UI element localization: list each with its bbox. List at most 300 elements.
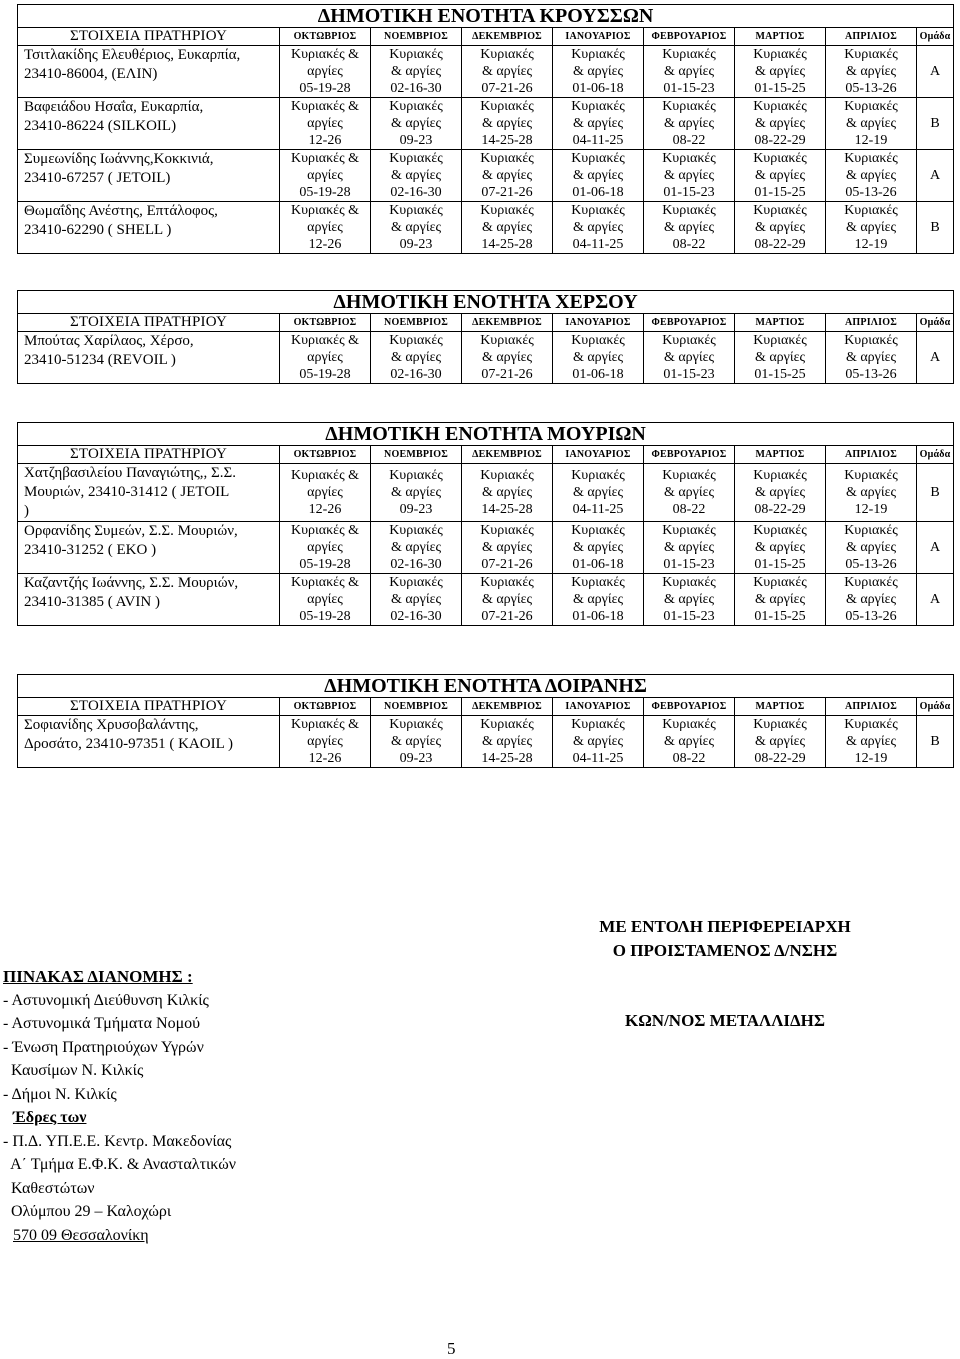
signature-line-2: Ο ΠΡΟΙΣΤΑΜΕΝΟΣ Δ/ΝΣΗΣ xyxy=(612,941,838,960)
cell-line: Κυριακές xyxy=(389,523,443,538)
station-line: 23410-86004, (ΕΛΙΝ) xyxy=(24,66,158,82)
schedule-cell xyxy=(553,202,644,254)
cell-line: Κυριακές xyxy=(753,99,807,114)
cell-dates: 07-21-26 xyxy=(481,557,533,572)
cell-line: Κυριακές xyxy=(571,575,625,590)
cell-dates: 01-15-25 xyxy=(754,367,806,382)
cell-dates: 07-21-26 xyxy=(481,185,533,200)
cell-line: Κυριακές xyxy=(480,523,534,538)
cell-dates: 14-25-28 xyxy=(481,751,533,766)
cell-dates: 01-06-18 xyxy=(572,185,624,200)
cell-dates: 12-26 xyxy=(308,502,342,517)
cell-dates: 02-16-30 xyxy=(390,81,442,96)
section-doirani xyxy=(17,674,953,768)
header-month: ΟΚΤΩΒΡΙΟΣ xyxy=(280,314,371,332)
cell-dates: 05-19-28 xyxy=(299,367,351,382)
signature-block xyxy=(555,915,895,1033)
cell-line: Κυριακές xyxy=(571,468,625,483)
cell-line: Κυριακές xyxy=(844,523,898,538)
schedule-cell xyxy=(371,464,462,522)
cell-line: & αργίες xyxy=(663,64,715,79)
schedule-cell xyxy=(371,332,462,384)
cell-line: Κυριακές xyxy=(844,333,898,348)
cell-dates: 01-15-23 xyxy=(663,81,715,96)
schedule-cell xyxy=(371,98,462,150)
schedule-cell xyxy=(280,98,371,150)
cell-line: & αργίες xyxy=(481,350,533,365)
station-cell xyxy=(18,150,280,202)
header-month: ΟΚΤΩΒΡΙΟΣ xyxy=(280,698,371,716)
cell-dates: 09-23 xyxy=(399,751,433,766)
cell-dates: 05-13-26 xyxy=(845,81,897,96)
section-title: ΔΗΜΟΤΙΚΗ ΕΝΟΤΗΤΑ ΔΟΙΡΑΝΗΣ xyxy=(18,675,954,698)
schedule-cell xyxy=(553,574,644,626)
header-month: ΝΟΕΜΒΡΙΟΣ xyxy=(371,698,462,716)
cell-line: & αργίες xyxy=(754,64,806,79)
table-row xyxy=(18,464,954,522)
header-month: ΔΕΚΕΜΒΡΙΟΣ xyxy=(462,28,553,46)
table-row xyxy=(18,716,954,768)
station-cell xyxy=(18,464,280,522)
schedule-table xyxy=(17,422,954,626)
cell-line: Κυριακές xyxy=(480,333,534,348)
cell-dates: 08-22 xyxy=(672,237,706,252)
schedule-cell xyxy=(280,46,371,98)
header-month: ΙΑΝΟΥΑΡΙΟΣ xyxy=(553,314,644,332)
schedule-cell xyxy=(371,150,462,202)
header-month: ΦΕΒΡΟΥΑΡΙΟΣ xyxy=(644,28,735,46)
cell-line: & αργίες xyxy=(481,485,533,500)
schedule-cell xyxy=(280,522,371,574)
cell-line: Κυριακές & xyxy=(291,151,359,166)
cell-line: Κυριακές xyxy=(389,151,443,166)
station-cell xyxy=(18,574,280,626)
cell-dates: 08-22 xyxy=(672,133,706,148)
cell-line: Κυριακές & xyxy=(291,717,359,732)
cell-line: Κυριακές xyxy=(389,99,443,114)
table-row xyxy=(18,332,954,384)
cell-dates: 01-15-23 xyxy=(663,185,715,200)
cell-line: Κυριακές xyxy=(662,151,716,166)
cell-dates: 14-25-28 xyxy=(481,133,533,148)
cell-line: Κυριακές xyxy=(844,468,898,483)
cell-line: Κυριακές xyxy=(571,333,625,348)
station-cell xyxy=(18,202,280,254)
seat-line: - Π.Δ. ΥΠ.Ε.Ε. Κεντρ. Μακεδονίας xyxy=(3,1132,232,1150)
schedule-cell xyxy=(371,716,462,768)
cell-line: Κυριακές xyxy=(480,203,534,218)
station-line: 23410-67257 ( JETOIL) xyxy=(24,170,171,186)
cell-line: αργίες xyxy=(307,220,343,235)
cell-line: & αργίες xyxy=(572,168,624,183)
schedule-cell xyxy=(462,98,553,150)
schedule-cell xyxy=(826,332,917,384)
schedule-cell xyxy=(371,574,462,626)
schedule-cell xyxy=(462,522,553,574)
cell-line: & αργίες xyxy=(481,116,533,131)
header-group: Ομάδα xyxy=(917,698,954,716)
cell-line: αργίες xyxy=(307,168,343,183)
cell-dates: 01-15-25 xyxy=(754,81,806,96)
cell-line: Κυριακές xyxy=(389,203,443,218)
cell-line: & αργίες xyxy=(390,168,442,183)
cell-dates: 02-16-30 xyxy=(390,557,442,572)
station-line: Μουριών, 23410-31412 ( JETOIL xyxy=(24,484,230,500)
header-month: ΟΚΤΩΒΡΙΟΣ xyxy=(280,446,371,464)
station-line: Δροσάτο, 23410-97351 ( KAOIL ) xyxy=(24,736,233,752)
cell-line: Κυριακές xyxy=(753,203,807,218)
section-kroussa xyxy=(17,4,953,254)
cell-dates: 05-19-28 xyxy=(299,609,351,624)
cell-line: αργίες xyxy=(307,116,343,131)
cell-line: Κυριακές xyxy=(662,575,716,590)
cell-line: & αργίες xyxy=(572,540,624,555)
cell-dates: 12-26 xyxy=(308,237,342,252)
schedule-cell xyxy=(462,46,553,98)
schedule-cell xyxy=(826,522,917,574)
group-cell: B xyxy=(917,464,954,522)
cell-line: & αργίες xyxy=(481,168,533,183)
cell-dates: 12-19 xyxy=(854,133,888,148)
header-month: ΦΕΒΡΟΥΑΡΙΟΣ xyxy=(644,698,735,716)
schedule-cell xyxy=(280,464,371,522)
cell-line: & αργίες xyxy=(663,592,715,607)
cell-line: Κυριακές xyxy=(753,575,807,590)
cell-dates: 01-06-18 xyxy=(572,557,624,572)
station-cell xyxy=(18,46,280,98)
page-number: 5 xyxy=(447,1339,456,1358)
schedule-cell xyxy=(462,716,553,768)
cell-dates: 09-23 xyxy=(399,237,433,252)
table-row xyxy=(18,522,954,574)
cell-line: Κυριακές xyxy=(571,47,625,62)
schedule-cell xyxy=(371,522,462,574)
cell-line: αργίες xyxy=(307,64,343,79)
cell-line: Κυριακές & xyxy=(291,468,359,483)
cell-line: Κυριακές xyxy=(753,151,807,166)
schedule-table xyxy=(17,4,954,254)
cell-dates: 02-16-30 xyxy=(390,185,442,200)
cell-dates: 14-25-28 xyxy=(481,237,533,252)
cell-line: Κυριακές xyxy=(753,468,807,483)
cell-dates: 08-22-29 xyxy=(754,751,806,766)
cell-line: Κυριακές xyxy=(389,468,443,483)
group-cell: A xyxy=(917,522,954,574)
cell-line: αργίες xyxy=(307,540,343,555)
schedule-cell xyxy=(644,46,735,98)
cell-line: & αργίες xyxy=(572,485,624,500)
cell-dates: 12-19 xyxy=(854,751,888,766)
cell-dates: 01-15-23 xyxy=(663,609,715,624)
schedule-cell xyxy=(553,98,644,150)
schedule-cell xyxy=(735,46,826,98)
cell-line: & αργίες xyxy=(845,350,897,365)
group-cell: A xyxy=(917,150,954,202)
station-line: Βαφειάδου Ησαΐα, Ευκαρπία, xyxy=(24,99,204,115)
cell-dates: 05-13-26 xyxy=(845,557,897,572)
group-cell: A xyxy=(917,332,954,384)
schedule-cell xyxy=(644,574,735,626)
cell-line: Κυριακές xyxy=(480,47,534,62)
table-row xyxy=(18,574,954,626)
cell-line: & αργίες xyxy=(845,540,897,555)
schedule-cell xyxy=(553,46,644,98)
cell-dates: 08-22 xyxy=(672,751,706,766)
section-title: ΔΗΜΟΤΙΚΗ ΕΝΟΤΗΤΑ ΧΕΡΣΟΥ xyxy=(18,291,954,314)
cell-line: Κυριακές xyxy=(753,717,807,732)
cell-line: & αργίες xyxy=(754,220,806,235)
cell-dates: 01-15-25 xyxy=(754,185,806,200)
header-month: ΙΑΝΟΥΑΡΙΟΣ xyxy=(553,446,644,464)
group-cell: A xyxy=(917,574,954,626)
cell-line: & αργίες xyxy=(390,350,442,365)
header-month: ΔΕΚΕΜΒΡΙΟΣ xyxy=(462,446,553,464)
signature-name: ΚΩΝ/ΝΟΣ ΜΕΤΑΛΛΙΔΗΣ xyxy=(624,1011,826,1030)
station-line: 23410-51234 (REVOIL ) xyxy=(24,352,176,368)
header-month: ΙΑΝΟΥΑΡΙΟΣ xyxy=(553,698,644,716)
cell-line: & αργίες xyxy=(481,540,533,555)
cell-line: & αργίες xyxy=(754,116,806,131)
seat-line: Ολύμπου 29 – Καλοχώρι xyxy=(3,1203,172,1220)
cell-line: & αργίες xyxy=(572,220,624,235)
cell-line: & αργίες xyxy=(663,540,715,555)
schedule-cell xyxy=(826,202,917,254)
cell-dates: 05-19-28 xyxy=(299,185,351,200)
schedule-cell xyxy=(280,574,371,626)
cell-dates: 04-11-25 xyxy=(572,237,624,252)
cell-line: & αργίες xyxy=(754,485,806,500)
station-cell xyxy=(18,98,280,150)
cell-line: Κυριακές xyxy=(480,151,534,166)
cell-line: & αργίες xyxy=(390,592,442,607)
section-cherso xyxy=(17,290,953,384)
cell-line: αργίες xyxy=(307,350,343,365)
group-cell: B xyxy=(917,202,954,254)
cell-line: Κυριακές xyxy=(844,203,898,218)
table-row xyxy=(18,202,954,254)
seat-line: Καθεστώτων xyxy=(3,1179,95,1197)
header-month: ΦΕΒΡΟΥΑΡΙΟΣ xyxy=(644,446,735,464)
cell-line: & αργίες xyxy=(390,116,442,131)
cell-dates: 01-15-25 xyxy=(754,557,806,572)
header-month: ΦΕΒΡΟΥΑΡΙΟΣ xyxy=(644,314,735,332)
station-line: Τσιτλακίδης Ελευθέριος, Ευκαρπία, xyxy=(24,47,241,63)
schedule-cell xyxy=(735,202,826,254)
schedule-cell xyxy=(553,522,644,574)
cell-line: Κυριακές xyxy=(662,203,716,218)
cell-dates: 05-13-26 xyxy=(845,367,897,382)
schedule-cell xyxy=(553,716,644,768)
cell-line: & αργίες xyxy=(663,485,715,500)
cell-line: & αργίες xyxy=(663,168,715,183)
cell-dates: 05-13-26 xyxy=(845,609,897,624)
cell-line: Κυριακές & xyxy=(291,99,359,114)
seats-title: Έδρες των xyxy=(13,1109,87,1126)
schedule-cell xyxy=(371,202,462,254)
cell-line: Κυριακές xyxy=(844,47,898,62)
cell-line: Κυριακές xyxy=(844,99,898,114)
schedule-cell xyxy=(735,332,826,384)
cell-line: & αργίες xyxy=(754,350,806,365)
schedule-cell xyxy=(644,332,735,384)
header-month: ΜΑΡΤΙΟΣ xyxy=(735,698,826,716)
station-line: 23410-31385 ( AVIN ) xyxy=(24,594,160,610)
schedule-cell xyxy=(462,332,553,384)
schedule-cell xyxy=(462,150,553,202)
schedule-cell xyxy=(553,150,644,202)
station-line: Μπούτας Χαρίλαος, Χέρσο, xyxy=(24,333,194,349)
cell-dates: 08-22-29 xyxy=(754,502,806,517)
cell-dates: 12-26 xyxy=(308,133,342,148)
schedule-table xyxy=(17,290,954,384)
cell-dates: 01-06-18 xyxy=(572,81,624,96)
schedule-cell xyxy=(462,464,553,522)
header-station: ΣΤΟΙΧΕΙΑ ΠΡΑΤΗΡΙΟΥ xyxy=(18,28,280,46)
cell-line: Κυριακές xyxy=(571,203,625,218)
cell-line: & αργίες xyxy=(754,168,806,183)
cell-line: & αργίες xyxy=(481,220,533,235)
cell-line: αργίες xyxy=(307,592,343,607)
station-cell xyxy=(18,332,280,384)
schedule-cell xyxy=(553,464,644,522)
cell-line: & αργίες xyxy=(754,540,806,555)
station-line: ) xyxy=(24,503,29,519)
cell-dates: 07-21-26 xyxy=(481,367,533,382)
station-line: Καζαντζής Ιωάννης, Σ.Σ. Μουριών, xyxy=(24,575,239,591)
cell-line: Κυριακές & xyxy=(291,47,359,62)
cell-line: & αργίες xyxy=(390,734,442,749)
cell-line: Κυριακές xyxy=(753,523,807,538)
section-mouries xyxy=(17,422,953,626)
signature-line-1: ΜΕ ΕΝΤΟΛΗ ΠΕΡΙΦΕΡΕΙΑΡΧΗ xyxy=(599,917,851,936)
station-cell xyxy=(18,716,280,768)
header-group: Ομάδα xyxy=(917,446,954,464)
cell-dates: 05-19-28 xyxy=(299,81,351,96)
schedule-cell xyxy=(735,150,826,202)
group-cell: A xyxy=(917,46,954,98)
cell-line: & αργίες xyxy=(754,592,806,607)
cell-line: & αργίες xyxy=(663,350,715,365)
header-month: ΔΕΚΕΜΒΡΙΟΣ xyxy=(462,698,553,716)
table-row xyxy=(18,150,954,202)
section-title: ΔΗΜΟΤΙΚΗ ΕΝΟΤΗΤΑ ΜΟΥΡΙΩΝ xyxy=(18,423,954,446)
cell-line: & αργίες xyxy=(390,220,442,235)
station-line: 23410-86224 (SILKOIL) xyxy=(24,118,177,134)
cell-line: Κυριακές xyxy=(571,151,625,166)
cell-dates: 01-15-23 xyxy=(663,557,715,572)
schedule-cell xyxy=(644,716,735,768)
cell-dates: 05-19-28 xyxy=(299,557,351,572)
cell-dates: 01-06-18 xyxy=(572,367,624,382)
cell-line: & αργίες xyxy=(845,168,897,183)
cell-dates: 07-21-26 xyxy=(481,81,533,96)
cell-dates: 12-19 xyxy=(854,502,888,517)
cell-line: & αργίες xyxy=(572,350,624,365)
schedule-cell xyxy=(735,522,826,574)
header-month: ΔΕΚΕΜΒΡΙΟΣ xyxy=(462,314,553,332)
cell-line: & αργίες xyxy=(390,540,442,555)
cell-dates: 02-16-30 xyxy=(390,367,442,382)
cell-line: Κυριακές xyxy=(753,333,807,348)
cell-dates: 01-15-23 xyxy=(663,367,715,382)
schedule-cell xyxy=(280,716,371,768)
cell-line: & αργίες xyxy=(572,734,624,749)
distribution-list xyxy=(3,965,423,1247)
cell-dates: 04-11-25 xyxy=(572,502,624,517)
schedule-cell xyxy=(644,202,735,254)
cell-line: & αργίες xyxy=(663,220,715,235)
schedule-cell xyxy=(280,332,371,384)
cell-line: Κυριακές xyxy=(662,333,716,348)
station-line: Συμεωνίδης Ιωάννης,Κοκκινιά, xyxy=(24,151,214,167)
schedule-cell xyxy=(826,46,917,98)
table-row xyxy=(18,46,954,98)
distribution-line: - Ένωση Πρατηριούχων Υγρών xyxy=(3,1038,204,1056)
cell-line: & αργίες xyxy=(572,64,624,79)
cell-line: Κυριακές xyxy=(480,99,534,114)
header-month: ΜΑΡΤΙΟΣ xyxy=(735,28,826,46)
cell-line: Κυριακές xyxy=(389,47,443,62)
cell-dates: 05-13-26 xyxy=(845,185,897,200)
cell-line: & αργίες xyxy=(481,734,533,749)
cell-line: & αργίες xyxy=(663,734,715,749)
station-line: Χατζηβασιλείου Παναγιώτης,, Σ.Σ. xyxy=(24,465,236,481)
cell-line: & αργίες xyxy=(845,220,897,235)
cell-dates: 04-11-25 xyxy=(572,751,624,766)
cell-line: Κυριακές & xyxy=(291,203,359,218)
cell-line: Κυριακές & xyxy=(291,333,359,348)
schedule-cell xyxy=(644,98,735,150)
group-cell: B xyxy=(917,98,954,150)
cell-line: Κυριακές xyxy=(389,575,443,590)
cell-line: αργίες xyxy=(307,485,343,500)
cell-line: Κυριακές xyxy=(571,99,625,114)
cell-dates: 08-22-29 xyxy=(754,133,806,148)
station-cell xyxy=(18,522,280,574)
cell-line: Κυριακές xyxy=(662,99,716,114)
cell-line: & αργίες xyxy=(845,734,897,749)
header-station: ΣΤΟΙΧΕΙΑ ΠΡΑΤΗΡΙΟΥ xyxy=(18,446,280,464)
station-line: Σοφιανίδης Χρυσοβαλάντης, xyxy=(24,717,199,733)
header-month: ΝΟΕΜΒΡΙΟΣ xyxy=(371,28,462,46)
header-month: ΜΑΡΤΙΟΣ xyxy=(735,446,826,464)
address-last-line: 570 09 Θεσσαλονίκη xyxy=(13,1226,149,1244)
header-month: ΑΠΡΙΛΙΟΣ xyxy=(826,698,917,716)
schedule-cell xyxy=(735,574,826,626)
cell-line: Κυριακές xyxy=(662,47,716,62)
station-line: 23410-31252 ( EKO ) xyxy=(24,542,157,558)
cell-dates: 01-06-18 xyxy=(572,609,624,624)
cell-line: & αργίες xyxy=(754,734,806,749)
header-station: ΣΤΟΙΧΕΙΑ ΠΡΑΤΗΡΙΟΥ xyxy=(18,314,280,332)
schedule-cell xyxy=(735,464,826,522)
header-month: ΝΟΕΜΒΡΙΟΣ xyxy=(371,446,462,464)
header-month: ΝΟΕΜΒΡΙΟΣ xyxy=(371,314,462,332)
cell-line: & αργίες xyxy=(845,485,897,500)
station-line: Ορφανίδης Συμεών, Σ.Σ. Μουριών, xyxy=(24,523,238,539)
cell-line: & αργίες xyxy=(390,64,442,79)
distribution-line: - Αστυνομικά Τμήματα Νομού xyxy=(3,1015,201,1032)
header-month: ΑΠΡΙΛΙΟΣ xyxy=(826,446,917,464)
distribution-title: ΠΙΝΑΚΑΣ ΔΙΑΝΟΜΗΣ : xyxy=(3,967,193,986)
cell-line: Κυριακές & xyxy=(291,575,359,590)
section-title: ΔΗΜΟΤΙΚΗ ΕΝΟΤΗΤΑ ΚΡΟΥΣΣΩΝ xyxy=(18,5,954,28)
cell-dates: 01-15-25 xyxy=(754,609,806,624)
table-row xyxy=(18,98,954,150)
cell-line: & αργίες xyxy=(845,64,897,79)
cell-dates: 14-25-28 xyxy=(481,502,533,517)
cell-line: Κυριακές xyxy=(571,717,625,732)
